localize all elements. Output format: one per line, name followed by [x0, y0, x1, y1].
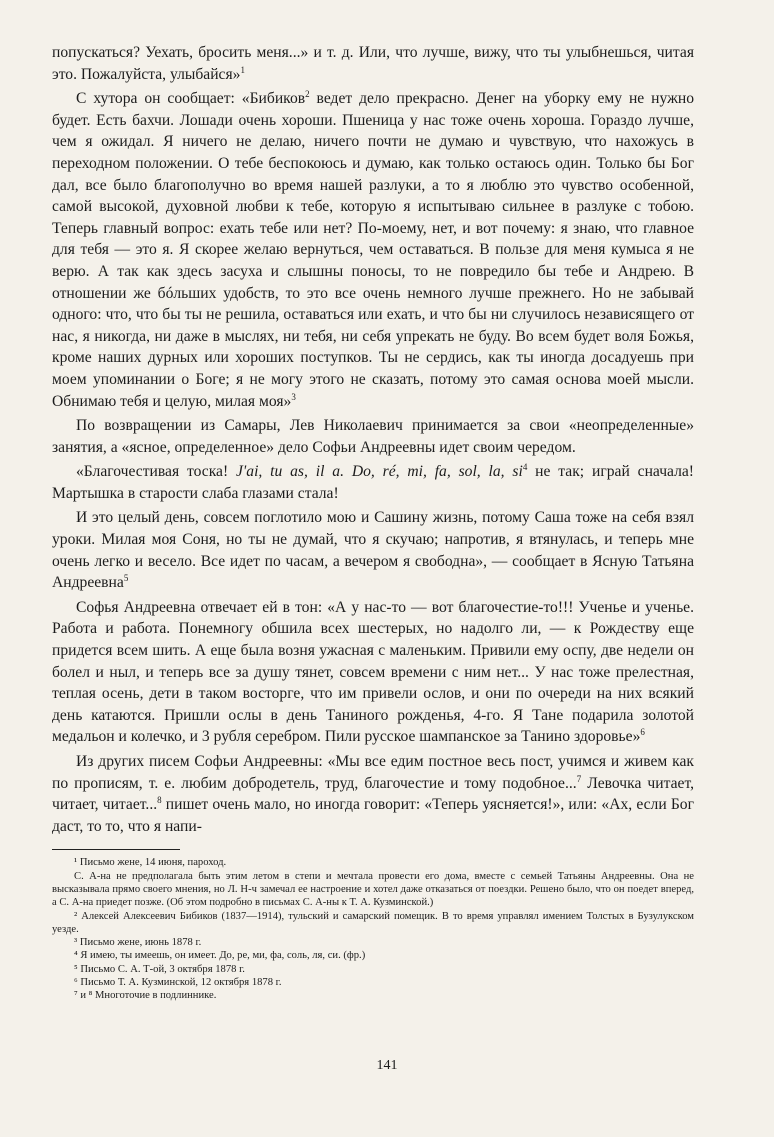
- footnote-7-8: ⁷ и ⁸ Многоточие в подлиннике.: [74, 990, 217, 1002]
- footnote-1: ¹ Письмо жене, 14 июня, пароход.: [74, 857, 227, 869]
- main-text: [52, 42, 694, 837]
- paragraph-5: И это целый день, совсем поглотило мою и Сашину жизнь, потому Саша тоже на себя взял уроки. Милая моя Соня, но ты не думай, что я скучаю; напротив, я втянулась, и теперь мне очень легко и весело. Все идет по часам, а вечером я свободна», — сообщает в Ясную Татьяна Андреевна$^5$: [52, 509, 694, 592]
- footnote-mark-7: 7: [576, 773, 582, 784]
- paragraph-6: Софья Андреевна отвечает ей в тон: «А у нас-то — вот благочестие-то!!! Ученье и ученье. Работа и работа. Понемногу обшила всех шестерых, но надолго ли, — к Рождеству еще придется всем шить. А еще была возня ужасная с маленьким. Привили ему оспу, две недели он болел и ныл, и теперь все за душу тянет, совсем времени с ним нет... У нас тоже прелестная, теплая осень, дети в таком восторге, что им привели ослов, и они по очереди на них всякий день катаются. Пришли ослы в день Таниного рожденья, 4-го. Я Тане подарила золотой медальон и колечко, и 3 рубля серебром. Пили русское шампанское за Танино здоровье»$^6$: [52, 598, 694, 746]
- footnote-divider: [52, 849, 180, 850]
- footnote-mark-5: 5: [123, 573, 129, 584]
- footnote-6: ⁶ Письмо Т. А. Кузминской, 12 октября 1878 г.: [74, 977, 282, 989]
- footnote-mark-1: 1: [240, 64, 245, 75]
- paragraph-4: «Благочестивая тоска! J'ai, tu as, il a. Do, ré, mi, fa, sol, la, $si^4$ не так; играй сначала! Мартышка в старости слаба глазами стала!: [52, 462, 695, 502]
- footnote-mark-3: 3: [291, 391, 296, 402]
- footnote-1-comment: С. А-на не предполагала быть этим летом в степи и мечтала провести его дома, вместе с семьей Татьяны Андреевны. Она не высказывала прямо своего мнения, но Л. Н-ч замечал ее настроение и хотел даже отказаться от поездки. Решено было, что он поедет вперед, а С. А-на приедет позже. (Об этом подробно в письмах С. А-ны к Т. А. Кузминской.): [52, 870, 694, 909]
- paragraph-3: По возвращении из Самары, Лев Николаевич принимается за свои «неопределенные» занятия, а «ясное, определенное» дело Софьи Андреевны идет своим чередом.: [52, 417, 694, 456]
- french-phrase: J'ai, tu as, il a. Do, ré, mi, fa, sol, la, si: [236, 463, 523, 481]
- footnote-mark-8: 8: [157, 795, 162, 805]
- paragraph-7: Из других писем Софьи Андреевны: «Мы все едим постное весь пост, учимся и живем как по прописям, т. е. любим добродетель, труд, благочестие и тому подобное...$^7$ Левочка читает, читает, читает...$^8$ пишет очень мало, но иногда говорит: «Теперь уясняется!», или: «Ах, если Бог даст, то то, что я напи-: [52, 753, 694, 835]
- footnote-3: ³ Письмо жене, июнь 1878 г.: [74, 937, 202, 949]
- footnote-4: ⁴ Я имею, ты имеешь, он имеет. До, ре, ми, фа, соль, ля, си. (фр.): [74, 950, 366, 962]
- footnote-5: ⁵ Письмо С. А. Т-ой, 3 октября 1878 г.: [74, 963, 245, 975]
- footnote-2: ² Алексей Алексеевич Бибиков (1837—1914), тульский и самарский помещик. В то время управлял имением Толстых в Бузулукском уезде.: [52, 910, 694, 935]
- footnote-mark-6: 6: [640, 727, 645, 738]
- paragraph-1: попускаться? Уехать, бросить меня...» и т. д. Или, что лучше, вижу, что ты улыбнешься, читая это. Пожалуйста, улыбайся»$^1$: [52, 44, 694, 83]
- paragraph-2: С хутора он сообщает: «Бибиков$^2$ ведет дело прекрасно. Денег на уборку ему не нужно будет. Есть бахчи. Лошади очень хороши. Пшеница у нас тоже очень хороша. Гораздо лучше, чем я ожидал. Я ничего не делаю, ничего почти не думаю и чувствую, что нахожусь в переходном положении. О тебе беспокоюсь и думаю, как только остаюсь один. Только бы Бог дал, все было благополучно во время нашей разлуки, а то я люблю это чувство особенной, самой высокой, духовной любви к тебе, которую я испытываю сильнее в разлуке с тобою. Теперь главный вопрос: ехать тебе или нет? По-моему, нет, и вот почему: я знаю, что главное для тебя — это я. Я скорее желаю вернуться, чем оставаться. В пользе для меня кумыса я не верю. А так как здесь засуха и слышны поносы, то не повредило бы тебе и Андрею. В отношении же бóльших удобств, то это все очень немного лучше прежнего. Но не забывай одного: что, что бы ты не решила, оставаться или ехать, и что бы ни случилось независящего от нас, я никогда, ни даже в мыслях, ни тебя, ни себя упрекать не буду. Во всем будет воля Божья, кроме наших дурных или хороших поступков. Ты не сердись, как ты иногда досадуешь при моем упоминании о Боге; я не могу этого не сказать, потому это самая основа моей мысли. Обнимаю тебя и целую, милая моя»$^3$: [52, 89, 694, 410]
- footnotes: [52, 856, 694, 1002]
- footnote-mark-2: 2: [305, 89, 310, 99]
- footnote-mark-4: 4: [522, 462, 528, 473]
- page-number: 141: [376, 1058, 398, 1073]
